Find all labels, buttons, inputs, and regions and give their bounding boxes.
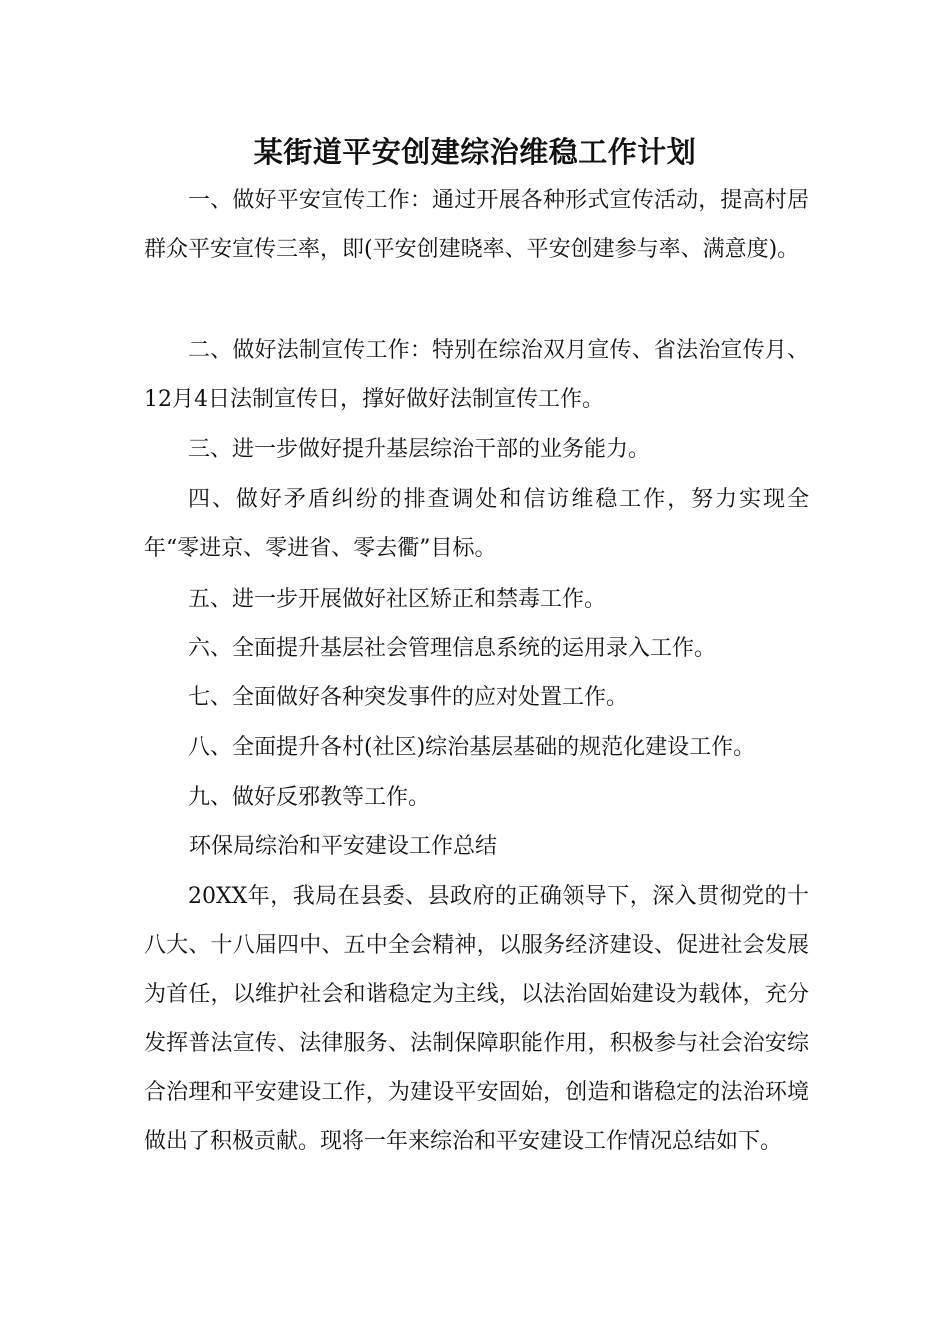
plan-item-5: 五、进一步开展做好社区矫正和禁毒工作。 bbox=[188, 587, 607, 612]
summary-body: 20XX年，我局在县委、县政府的正确领导下，深入贯彻党的十八大、十八届四中、五中全会精神，以服务经济建设、促进社会发展为首任，以维护社会和谐稳定为主线，以法治固始建设为载体，充分发挥普法宣传、法律服务、法制保障职能作用，积极参与社会治安综合治理和平安建设工作，为建设平安固始，创造和谐稳定的法治环境做出了积极贡献。现将一年来综治和平安建设工作情况总结如下。 bbox=[144, 884, 809, 1154]
plan-item-1: 一、做好平安宣传工作：通过开展各种形式宣传活动，提高村居群众平安宣传三率，即(平安创建晓率、平安创建参与率、满意度)。 bbox=[144, 188, 809, 262]
plan-item-6: 六、全面提升基层社会管理信息系统的运用录入工作。 bbox=[188, 636, 717, 661]
document-title: 某街道平安创建综治维稳工作计划 bbox=[253, 135, 697, 169]
summary-heading: 环保局综治和平安建设工作总结 bbox=[189, 834, 498, 859]
plan-item-2: 二、做好法制宣传工作：特别在综治双月宣传、省法治宣传月、12月4日法制宣传日，撑好做好法制宣传工作。 bbox=[144, 338, 809, 412]
plan-item-8: 八、全面提升各村(社区)综治基层基础的规范化建设工作。 bbox=[188, 735, 756, 760]
plan-item-9: 九、做好反邪教等工作。 bbox=[188, 785, 431, 810]
plan-item-7: 七、全面做好各种突发事件的应对处置工作。 bbox=[188, 685, 629, 710]
plan-item-4: 四、做好矛盾纠纷的排查调处和信访维稳工作，努力实现全年“零进京、零进省、零去衢”目标。 bbox=[144, 487, 809, 561]
plan-item-3: 三、进一步做好提升基层综治干部的业务能力。 bbox=[188, 437, 651, 462]
